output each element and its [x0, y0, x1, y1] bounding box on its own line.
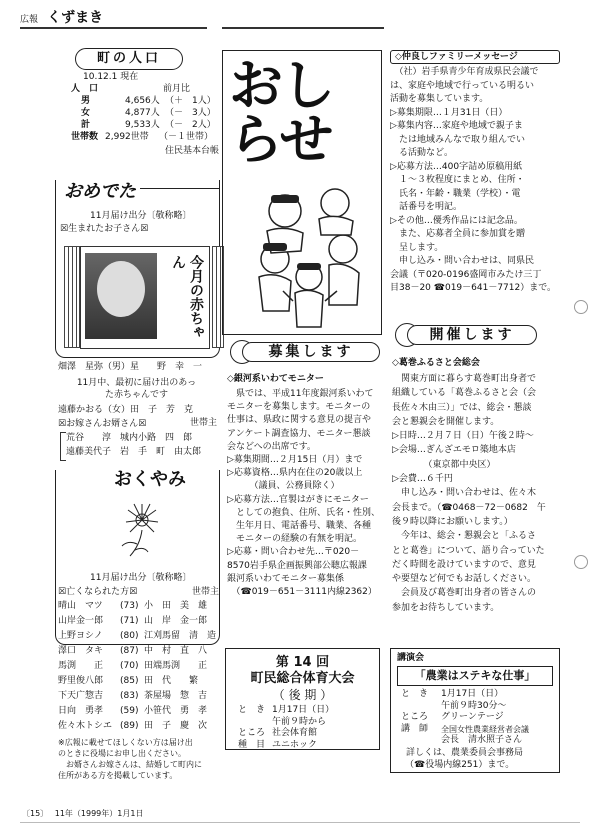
text-line: は、家庭や地域で行っている明るい: [390, 80, 535, 91]
note-line: お婿さんお嫁さんは、結婚して町内に: [58, 760, 202, 769]
text-line: 生年月日、電話番号、職業、各種: [227, 521, 372, 532]
text-line: 申し込み・問い合わせは、佐々木: [392, 488, 537, 499]
baby-frame-text: 今月の赤ちゃん: [170, 255, 204, 339]
lecture-label: 講演会: [397, 653, 425, 663]
deceased-age: (87): [120, 646, 139, 656]
family-title: ◇仲良しファミリーメッセージ: [395, 52, 518, 62]
text-line: （東京都中央区）: [392, 459, 496, 470]
population-compare: 前月比: [163, 84, 191, 94]
condolence-header-right: 世帯主: [192, 587, 220, 597]
detail-value: 社会体育館: [272, 728, 318, 738]
lecture-title: 「農業はステキな仕事」: [397, 666, 553, 686]
baby-note: 11月中、最初に届け出のあった赤ちゃんです: [76, 378, 197, 400]
couple-bracket: [60, 432, 66, 461]
kaisai-heading: 開催します: [407, 325, 537, 345]
page-header: [20, 7, 103, 27]
household-head: 茶屋場 惣 吉: [144, 691, 208, 701]
issue-date: 11年（1999年）1月1日: [54, 809, 144, 818]
text-line: 会などへの出席です。: [227, 441, 316, 452]
text-line: 県では、平成11年度銀河系いわて: [227, 389, 374, 399]
deceased-age: (73): [120, 601, 139, 611]
deceased-age: (89): [120, 721, 139, 731]
detail-key: [238, 717, 272, 729]
monitor-title: ◇銀河系いわてモニター: [227, 374, 324, 384]
family-illustration: [253, 181, 363, 331]
deceased-age: (85): [120, 676, 139, 686]
household-head: 江刈馬留 清 造: [144, 631, 217, 641]
list-item: [58, 720, 218, 735]
kaisai-body: [392, 372, 546, 615]
detail-value: グリーンテージ: [441, 712, 504, 722]
page-number: 〔15〕: [22, 809, 49, 818]
couple-1: 荒谷 淳 城内小路 四 郎: [66, 433, 193, 443]
text-line: 8570岩手県企画振興部公聴広報課: [227, 560, 367, 571]
births-title: おめでた: [64, 181, 136, 202]
detail-value: 全国女性農業経営者会議: [441, 724, 529, 734]
couple-2: 遠藤美代子 岩 手 町 由太郎: [66, 447, 202, 457]
row-value: 2,992世帯: [105, 132, 149, 142]
text-line: 仕事は、県政に関する意見の提言や: [227, 415, 372, 426]
detail-value: 午前９時から: [272, 716, 327, 727]
deceased-age: (83): [120, 691, 139, 701]
family-title-box: [390, 50, 560, 64]
text-line: 会議（〒020-0196盛岡市みたけ三丁: [390, 269, 542, 280]
text-line: 今年は、総会・懇親会と「ふるさ: [392, 531, 537, 542]
deceased-name: 澤口 タキ: [58, 646, 104, 656]
marriage-label: ☒お嫁さんお婿さん☒: [58, 419, 147, 429]
condolence-header-left: ☒亡くなられた方☒: [58, 587, 138, 597]
text-line: ▷募集内容…家庭や地域で親子ま: [390, 121, 523, 131]
text-line: ▷応募方法…400字詰め原稿用紙: [390, 161, 523, 172]
condolence-period: 11月届け出分〔敬称略〕: [90, 573, 192, 583]
family-body: [390, 66, 556, 296]
deceased-name: 日向 勇孝: [58, 706, 104, 716]
births-period: 11月届け出分〔敬称略〕: [90, 211, 192, 221]
text-line: 後９時以降にお願いします。）: [392, 516, 513, 527]
text-line: 申し込み・問い合わせは、同県民: [390, 256, 535, 266]
text-line: アンケート調査協力、モニター懇談: [227, 428, 371, 439]
text-line: モニターを募集します。モニターの: [227, 402, 371, 413]
text-line: 活動を募集しています。: [390, 94, 489, 104]
list-item: [58, 705, 218, 720]
deceased-age: (80): [120, 631, 139, 641]
deceased-age: (70): [120, 661, 139, 671]
kaisai-title: ◇葛巻ふるさと会総会: [392, 358, 480, 368]
row-value: 4,877人: [125, 108, 160, 118]
text-line: 組織している「葛巻ふるさと会（会: [392, 388, 537, 399]
deceased-name: 晴山 マツ: [58, 601, 103, 611]
text-line: また、応募者全員に参加賞を贈: [390, 229, 526, 239]
header-prefix: 広報: [20, 15, 39, 25]
text-line: たは地域みんなで取り組んでい: [390, 134, 526, 145]
footer-rule: [20, 822, 580, 823]
deceased-age: (59): [120, 706, 139, 716]
taikai-line3: （ 後 期 ）: [272, 688, 333, 702]
detail-key: ところ: [401, 712, 429, 722]
population-box: [53, 48, 223, 163]
list-item: [58, 615, 218, 630]
household-head: 小笹代 勇 孝: [144, 706, 208, 716]
list-item: [58, 660, 218, 675]
text-line: 関東方面に暮らす葛巻町出身者で: [392, 374, 537, 384]
text-line: 会と懇親会を開催します。: [392, 416, 500, 427]
text-line: （議員、公務員除く）: [227, 481, 340, 492]
row-label: 女: [81, 108, 91, 118]
baby-label: ☒生まれたお子さん☒: [60, 224, 149, 234]
baby-entry: 畑澤 星弥（男）星 野 幸 一: [58, 362, 203, 372]
header-rule-2: [222, 27, 384, 29]
text-line: ▷会場…ぎんざエモロ築地本店: [392, 445, 516, 456]
text-line: モニターの経験の有無を明記。: [227, 534, 363, 545]
detail-key: [401, 735, 441, 747]
text-line: ▷応募方法…官製はがきにモニター: [227, 494, 369, 505]
taikai-details: [238, 705, 334, 751]
text-line: ▷その他…優秀作品には記念品。: [390, 215, 523, 226]
household-head: 田 子 慶 次: [144, 721, 208, 731]
note-line: 住所がある方を掲載しています。: [58, 771, 178, 780]
deceased-name: 馬渕 正: [58, 661, 104, 671]
text-line: や要望など何でもお話しください。: [392, 574, 537, 585]
detail-value: 午前９時30分～: [441, 700, 507, 711]
condolence-title: おくやみ: [110, 465, 190, 491]
text-line: 会員及び葛巻町出身者の皆さんの: [392, 588, 537, 599]
lecture-footer-1: 詳しくは、農業委員会事務局: [397, 748, 524, 758]
kaisai-heading-box: [395, 323, 545, 349]
text-line: 参加をお待ちしています。: [392, 602, 500, 613]
header-rule: [20, 27, 207, 29]
boshu-heading: 募集します: [242, 342, 380, 362]
deceased-name: 山岸金一郎: [58, 616, 104, 626]
list-item: [58, 630, 218, 645]
deceased-name: 上野ヨシノ: [58, 631, 103, 641]
row-value: 9,533人: [125, 120, 160, 130]
household-head: 田 代 繁: [144, 676, 199, 686]
chrysanthemum-icon: [110, 500, 170, 560]
text-line: ▷会費…６千円: [392, 474, 453, 485]
text-line: 長佐々木由三）」では、総会・懇談: [392, 402, 532, 413]
boshu-heading-box: [230, 340, 380, 366]
deceased-name: 佐々木トシエ: [58, 721, 113, 731]
baby-face: [97, 261, 145, 317]
text-line: （社）岩手県青少年育成県民会議で: [390, 67, 539, 77]
header-title: くずまき: [47, 10, 104, 26]
monitor-body: [227, 388, 380, 599]
household-head: 山 岸 金一郎: [144, 616, 208, 626]
text-line: （☎019－651－3111内線2362）: [227, 587, 377, 598]
row-diff: （＋ 1人）: [165, 96, 216, 106]
text-line: 氏名・年齢・職業（学校）・電: [390, 188, 521, 199]
text-line: 話番号を明記。: [390, 202, 463, 212]
text-line: としての抱負、住所、氏名・性別、: [227, 507, 381, 518]
text-line: 銀河系いわてモニター募集係: [227, 573, 345, 584]
condolence-notes: [58, 737, 202, 781]
curtain-left: [64, 246, 80, 348]
baby-frame: [80, 246, 210, 349]
taikai-box: [225, 648, 380, 750]
detail-value: 1月17日（日）: [441, 689, 504, 699]
detail-value: 会長 清水照子さん: [441, 735, 523, 745]
list-item: [58, 675, 218, 690]
condolence-list: [58, 600, 218, 735]
population-title: 町の人口: [75, 48, 183, 70]
detail-value: ユニホック: [272, 739, 318, 750]
row-value: 4,656人: [125, 96, 160, 106]
detail-key: と き: [238, 705, 266, 715]
deceased-name: 下天广惣吉: [58, 691, 104, 701]
text-line: とと葛巻」について、語り合っていた: [392, 545, 545, 556]
text-line: ▷応募資格…県内在住の20歳以上: [227, 468, 363, 479]
row-diff: （－ 3人）: [165, 108, 216, 118]
row-label: 男: [81, 96, 91, 106]
oshirase-banner: [222, 50, 382, 335]
marriage-entry1-name: 遠藤かおる（女）田 子 芳 克: [58, 405, 194, 415]
binding-hole: [574, 300, 588, 314]
detail-key: [401, 701, 441, 713]
household-head: 小 田 美 雄: [144, 601, 208, 611]
lecture-details: [401, 689, 529, 747]
household-head: 中 村 直 八: [144, 646, 208, 656]
lecture-box: [390, 648, 560, 773]
detail-key: 講 師: [401, 723, 429, 734]
row-diff: （－ 2人）: [165, 120, 216, 130]
list-item: [58, 645, 218, 660]
population-heading: 人 口: [71, 84, 99, 94]
text-line: ▷募集期限…１月31日（日）: [390, 107, 508, 118]
note-line: ※広報に載せてほしくない方は届け出: [58, 738, 193, 747]
row-label: 世帯数: [71, 132, 99, 142]
marriage-entry1-note: 世帯主: [190, 418, 218, 428]
deceased-name: 野里俊八郎: [58, 676, 104, 686]
text-line: 目38－20 ☎019－641－7712）まで。: [390, 283, 557, 293]
text-line: ▷応募・問い合わせ先…〒020－: [227, 547, 360, 558]
text-line: 会長まで。（☎0468－72－0682 午: [392, 502, 546, 513]
text-line: る活動など。: [390, 148, 454, 158]
detail-key: と き: [401, 689, 429, 699]
text-line: だく時間を設けていますので、意見: [392, 559, 536, 570]
row-diff: （－１世帯）: [159, 132, 214, 142]
text-line: １～３枚程度にまとめ、住所・: [390, 175, 525, 185]
household-head: 田端馬渕 正: [144, 661, 208, 671]
row-label: 計: [81, 120, 91, 130]
detail-value: 1月17日（日）: [272, 705, 335, 715]
population-as-of: 10.12.1 現在: [83, 72, 139, 82]
text-line: 呈します。: [390, 242, 444, 253]
text-line: ▷日時…２月７日（日）午後２時～: [392, 431, 534, 442]
note-line: のときに役場にお申し出ください。: [58, 749, 186, 758]
detail-key: 種 目: [238, 739, 266, 750]
list-item: [58, 690, 218, 705]
detail-key: ところ: [238, 728, 266, 738]
text-line: ▷募集期間…２月15日（月）まで: [227, 455, 363, 466]
oshirase-title: おしらせ: [229, 54, 333, 171]
population-source: 住民基本台帳: [165, 146, 220, 156]
page-footer: [22, 808, 143, 819]
taikai-line1: 第 14 回: [275, 655, 330, 670]
baby-photo: [85, 253, 157, 339]
taikai-line2: 町民総合体育大会: [250, 671, 355, 686]
lecture-footer-2: （☎役場内線251）まで。: [405, 760, 515, 770]
deceased-age: (71): [120, 616, 139, 626]
binding-hole: [574, 555, 588, 569]
list-item: [58, 600, 218, 615]
births-title-rule: [140, 188, 220, 189]
